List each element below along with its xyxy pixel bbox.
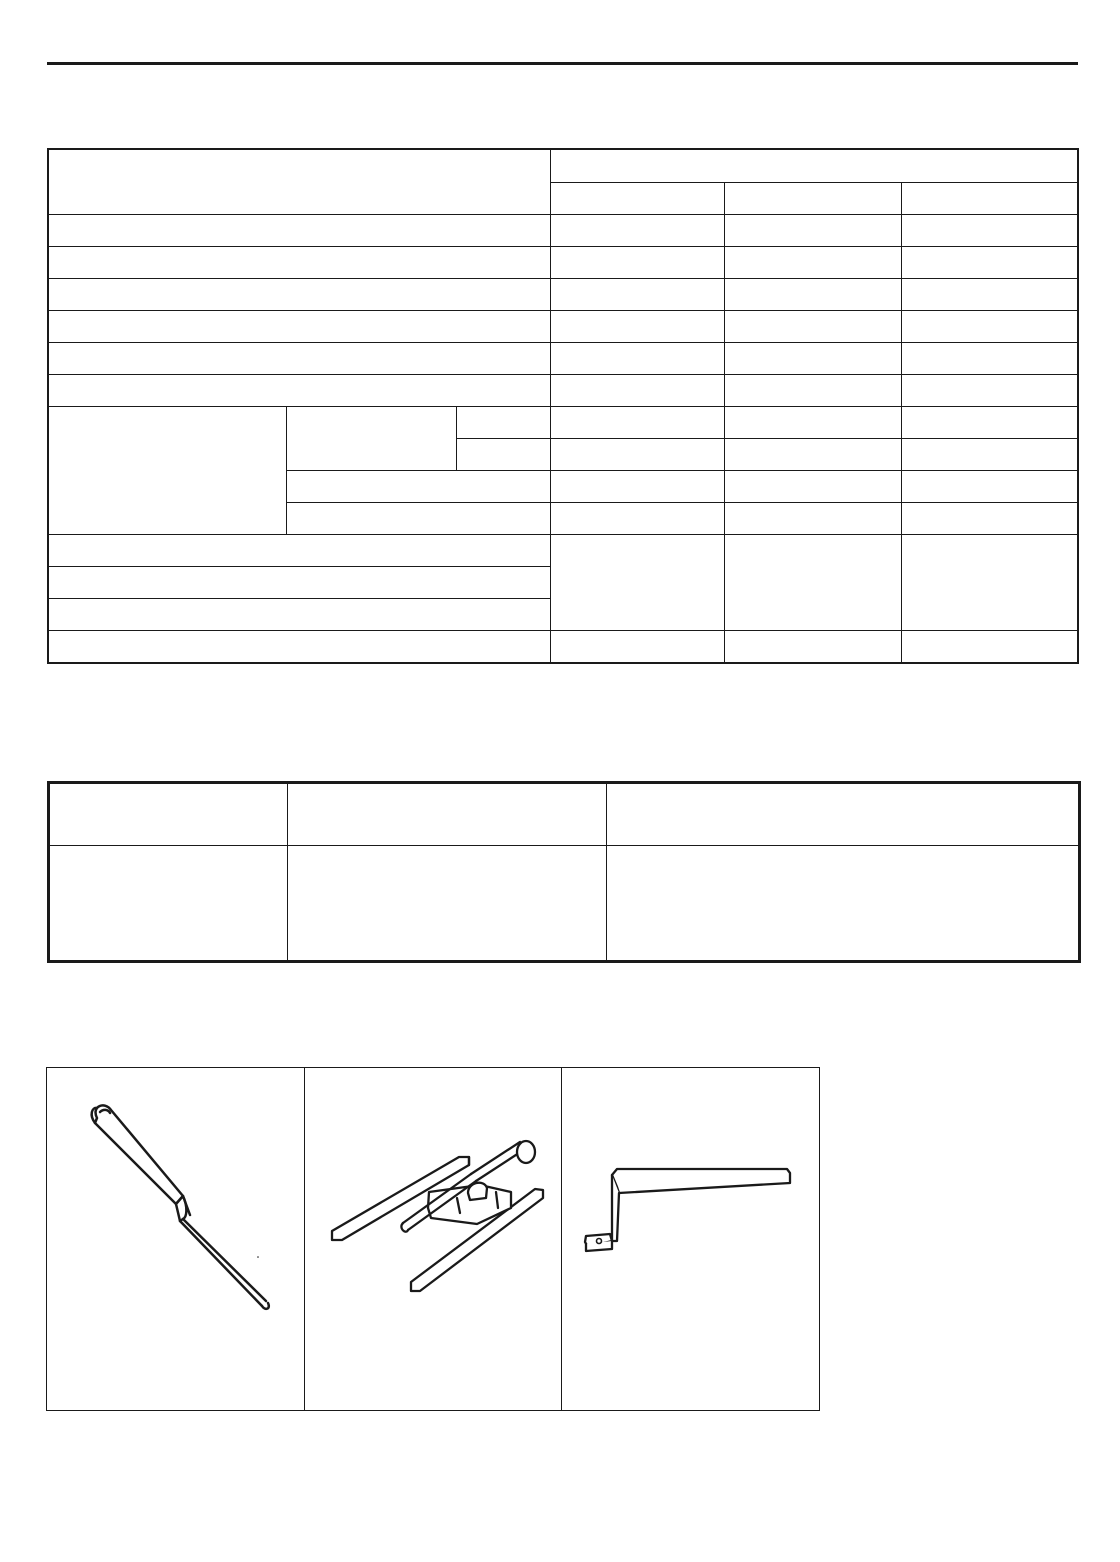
- spec-value-cell: [901, 279, 1078, 311]
- spec-value-cell: [724, 375, 901, 407]
- spec-value-cell: [550, 439, 724, 471]
- spec-value-cell: [724, 631, 901, 664]
- table-row: [48, 215, 1078, 247]
- tool-cell-2: [304, 1068, 562, 1410]
- spec-item-cell: [48, 247, 550, 279]
- spec-value-cell: [901, 343, 1078, 375]
- spec-value-cell: [901, 375, 1078, 407]
- table-row: [48, 631, 1078, 664]
- spec-value-cell: [550, 279, 724, 311]
- info-body-row: [49, 846, 1080, 962]
- spec-col-a-header: [550, 183, 724, 215]
- spec-value-cell: [901, 471, 1078, 503]
- drift-punch-icon: [47, 1068, 304, 1410]
- spec-value-cell: [724, 279, 901, 311]
- spec-item-cell: [48, 375, 550, 407]
- spec-subitem-cell: [456, 407, 550, 439]
- spec-value-cell: [550, 311, 724, 343]
- table-row: [48, 311, 1078, 343]
- spec-value-cell: [901, 311, 1078, 343]
- table-row: [48, 247, 1078, 279]
- spec-value-cell: [901, 503, 1078, 535]
- spec-value-cell: [550, 343, 724, 375]
- table-row: [48, 407, 1078, 439]
- spec-value-cell: [901, 407, 1078, 439]
- spec-value-cell: [550, 407, 724, 439]
- info-body-cell: [607, 846, 1080, 962]
- spec-value-cell: [550, 375, 724, 407]
- spec-value-cell: [724, 311, 901, 343]
- info-header-cell: [607, 783, 1080, 846]
- header-rule: [47, 62, 1078, 65]
- spec-value-group-header: [550, 149, 1078, 183]
- spec-item-header: [48, 149, 550, 215]
- spec-merged-value-cell: [724, 535, 901, 631]
- tool-cell-3: [561, 1068, 820, 1410]
- spec-value-cell: [550, 503, 724, 535]
- spec-item-cell: [48, 631, 550, 664]
- table-row: [48, 375, 1078, 407]
- puller-icon: [305, 1068, 562, 1410]
- table-row: [48, 535, 1078, 567]
- spec-merged-value-cell: [550, 535, 724, 631]
- spec-value-cell: [724, 503, 901, 535]
- spec-merged-value-cell: [901, 535, 1078, 631]
- holder-bracket-icon: [562, 1068, 820, 1410]
- spec-subitem-cell: [456, 439, 550, 471]
- specification-table: [47, 148, 1079, 664]
- spec-col-b-header: [724, 183, 901, 215]
- spec-value-cell: [724, 247, 901, 279]
- info-body-cell: [288, 846, 607, 962]
- spec-value-cell: [724, 215, 901, 247]
- info-header-cell: [288, 783, 607, 846]
- spec-value-cell: [724, 439, 901, 471]
- spec-value-cell: [724, 407, 901, 439]
- spec-group-cell: [48, 407, 286, 535]
- spec-value-cell: [550, 631, 724, 664]
- spec-item-cell: [48, 343, 550, 375]
- spec-value-cell: [550, 471, 724, 503]
- spec-value-cell: [550, 215, 724, 247]
- info-body-cell: [49, 846, 288, 962]
- spec-item-cell: [48, 311, 550, 343]
- spec-value-cell: [550, 247, 724, 279]
- spec-subitem-cell: [286, 471, 550, 503]
- spec-subitem-cell: [286, 503, 550, 535]
- spec-value-cell: [724, 471, 901, 503]
- spec-value-cell: [724, 343, 901, 375]
- info-header-row: [49, 783, 1080, 846]
- spec-value-cell: [901, 439, 1078, 471]
- info-table: [47, 781, 1081, 963]
- spec-item-cell: [48, 279, 550, 311]
- spec-item-cell: [48, 215, 550, 247]
- spec-item-cell: [48, 599, 550, 631]
- spec-subgroup-cell: [286, 407, 456, 471]
- table-row: [48, 279, 1078, 311]
- spec-header-row: [48, 149, 1078, 183]
- spec-col-c-header: [901, 183, 1078, 215]
- spec-value-cell: [901, 247, 1078, 279]
- spec-item-cell: [48, 567, 550, 599]
- spec-value-cell: [901, 215, 1078, 247]
- info-header-cell: [49, 783, 288, 846]
- special-tools-panel: [46, 1067, 820, 1411]
- spec-value-cell: [901, 631, 1078, 664]
- spec-item-cell: [48, 535, 550, 567]
- table-row: [48, 343, 1078, 375]
- tool-cell-1: [47, 1068, 304, 1410]
